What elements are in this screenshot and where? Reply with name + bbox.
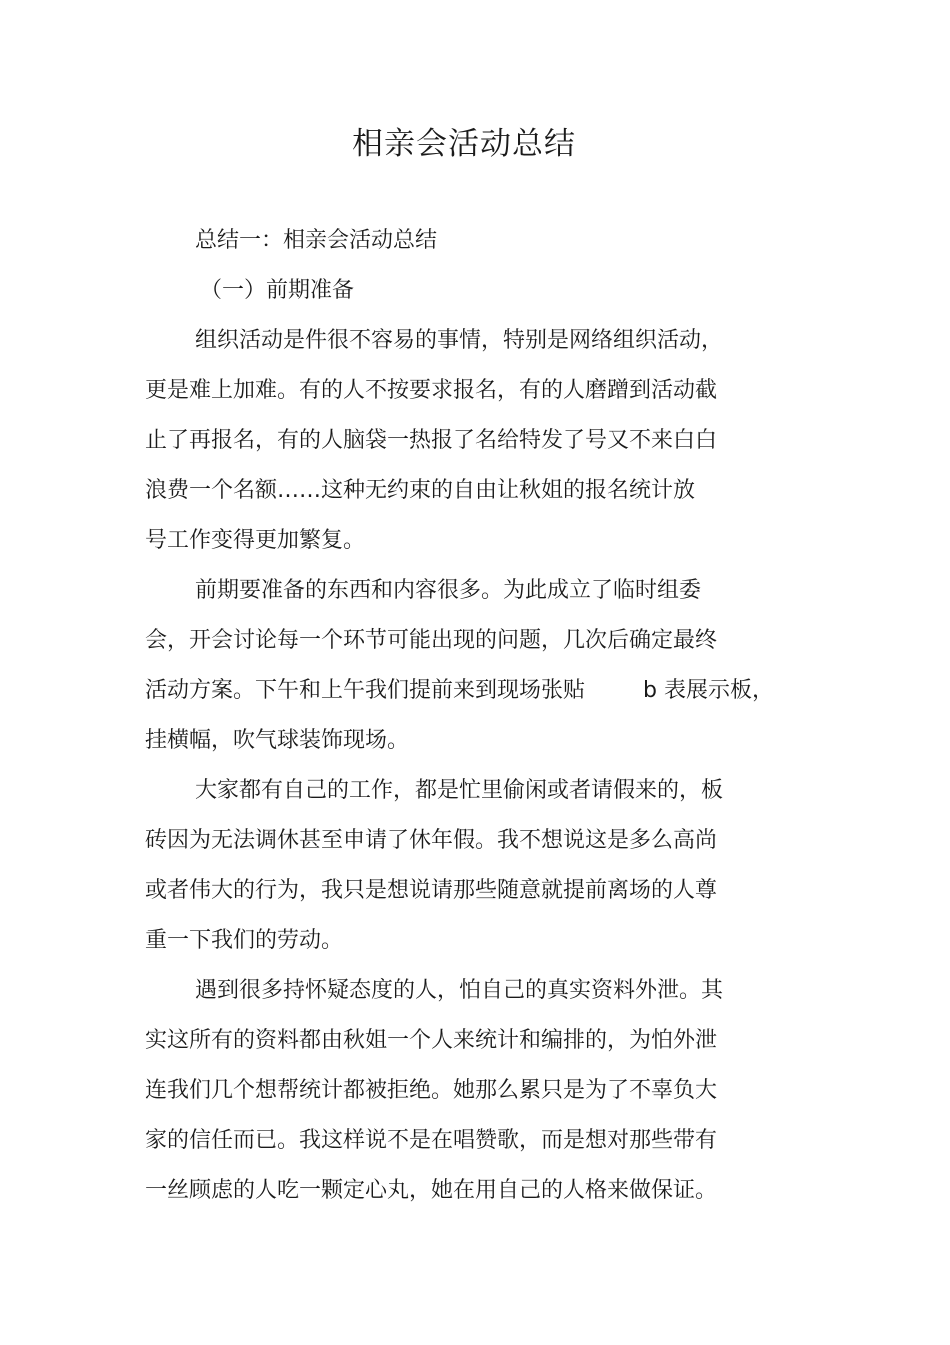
paragraph-2-line-2: 会，开会讨论每一个环节可能出现的问题，几次后确定最终	[145, 628, 718, 653]
paragraph-2-line-3	[145, 676, 774, 706]
paragraph-1-line-4: 浪费一个名额……这种无约束的自由让秋姐的报名统计放	[145, 478, 696, 503]
summary-heading: 总结一：相亲会活动总结	[195, 228, 438, 253]
paragraph-4-line-2: 实这所有的资料都由秋姐一个人来统计和编排的，为怕外泄	[145, 1028, 718, 1053]
paragraph-2-line-4: 挂横幅，吹气球装饰现场。	[145, 728, 410, 753]
paragraph-1-line-2: 更是难上加难。有的人不按要求报名，有的人磨蹭到活动截	[145, 378, 718, 403]
paragraph-2-line-3-part-2: b 表展示板，	[643, 678, 774, 703]
paragraph-3-line-3: 或者伟大的行为，我只是想说请那些随意就提前离场的人尊	[145, 878, 718, 903]
paragraph-4-line-4: 家的信任而已。我这样说不是在唱赞歌，而是想对那些带有	[145, 1128, 718, 1153]
paragraph-2-line-3-part-1: 活动方案。下午和上午我们提前来到现场张贴	[145, 678, 586, 703]
paragraph-4-line-1: 遇到很多持怀疑态度的人，怕自己的真实资料外泄。其	[195, 978, 724, 1003]
paragraph-3-line-2: 砖因为无法调休甚至申请了休年假。我不想说这是多么高尚	[145, 828, 718, 853]
paragraph-2-line-1: 前期要准备的东西和内容很多。为此成立了临时组委	[195, 578, 702, 603]
paragraph-4-line-5: 一丝顾虑的人吃一颗定心丸，她在用自己的人格来做保证。	[145, 1178, 718, 1203]
paragraph-1-line-3: 止了再报名，有的人脑袋一热报了名给特发了号又不来白白	[145, 428, 718, 453]
paragraph-1-line-1: 组织活动是件很不容易的事情，特别是网络组织活动，	[195, 328, 724, 353]
paragraph-3-line-1: 大家都有自己的工作，都是忙里偷闲或者请假来的，板	[195, 778, 724, 803]
paragraph-4-line-3: 连我们几个想帮统计都被拒绝。她那么累只是为了不辜负大	[145, 1078, 718, 1103]
section-heading: （一）前期准备	[200, 278, 355, 303]
paragraph-1-line-5: 号工作变得更加繁复。	[145, 528, 366, 553]
paragraph-3-line-4: 重一下我们的劳动。	[145, 928, 344, 953]
document-title: 相亲会活动总结	[352, 126, 576, 162]
